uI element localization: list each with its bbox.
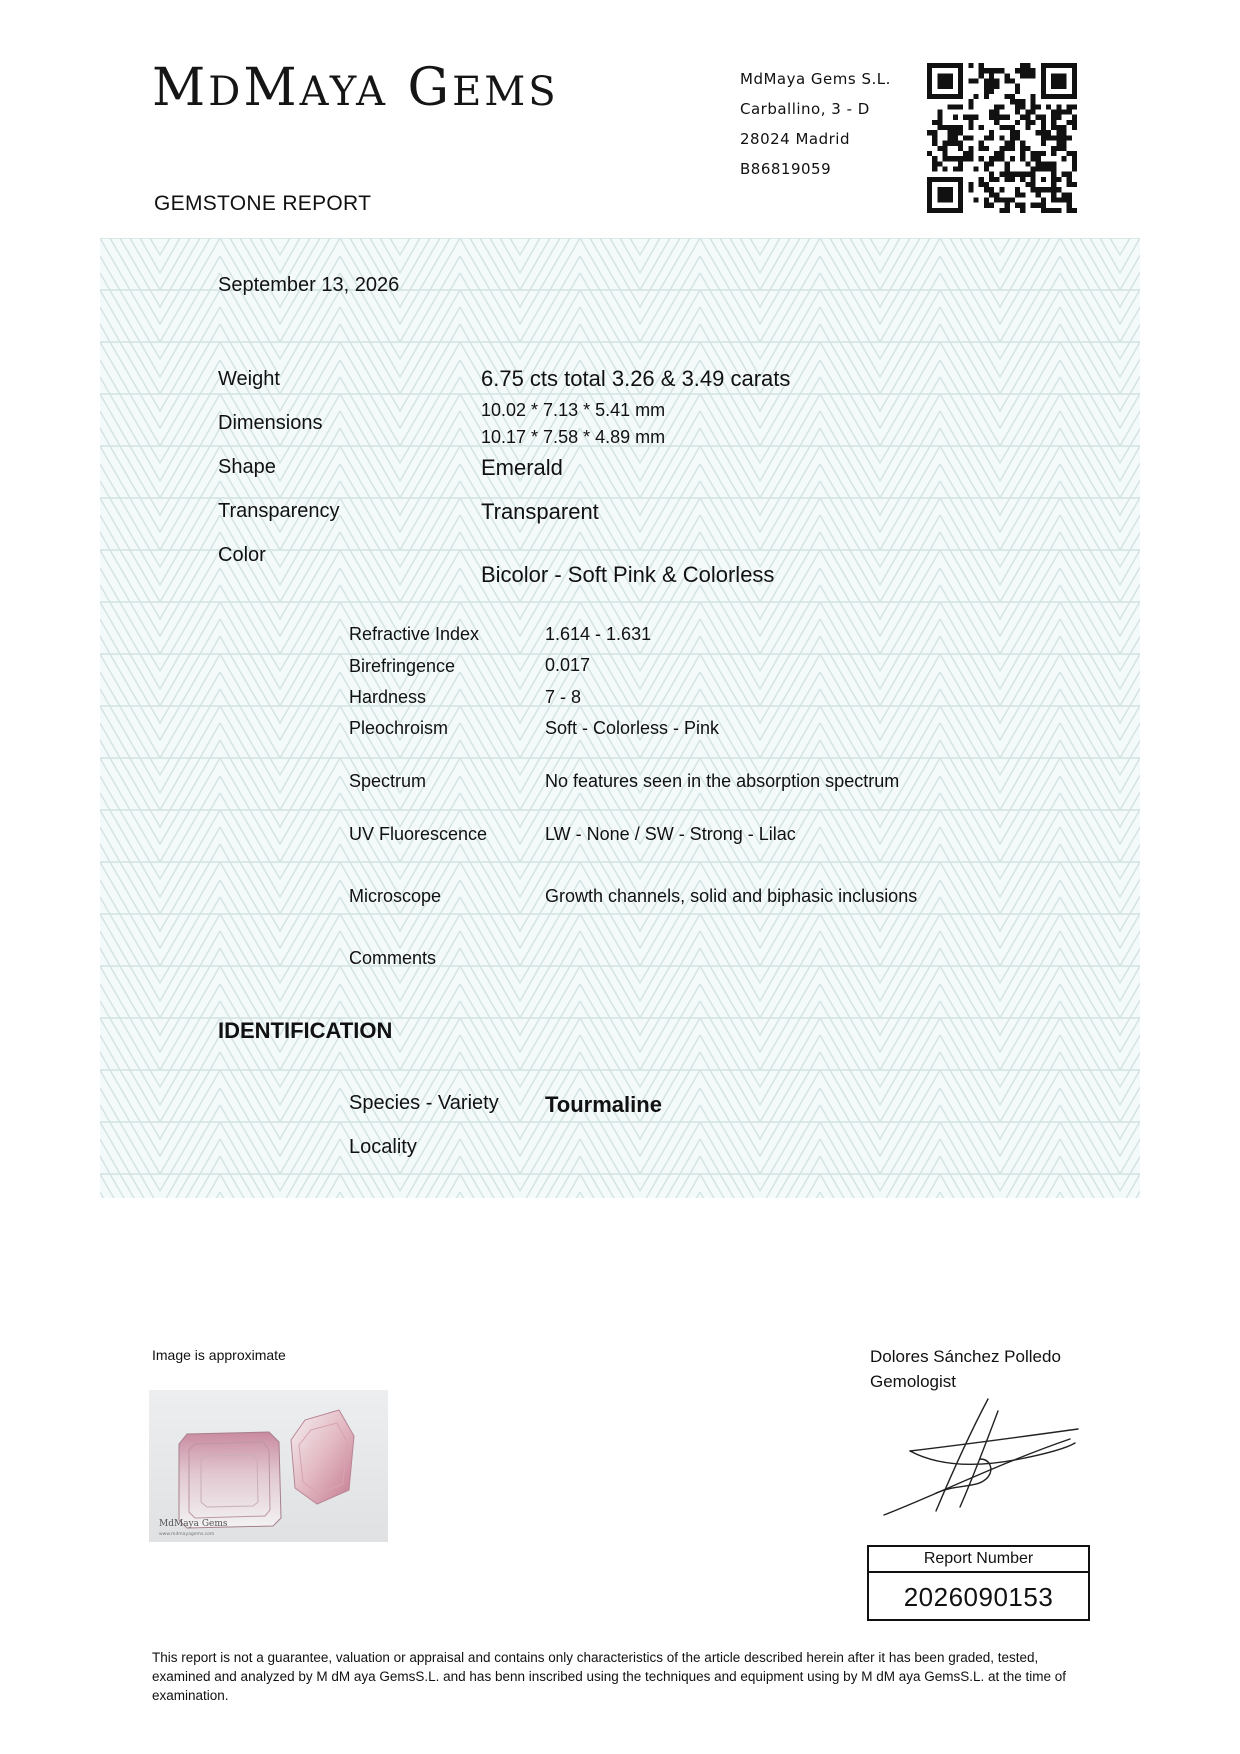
species-label: Species - Variety [349,1092,499,1114]
refractive-index-value: 1.614 - 1.631 [545,624,652,644]
identification-heading: IDENTIFICATION [218,1018,393,1043]
company-tax-id: B86819059 [740,160,832,178]
report-date: September 13, 2026 [218,274,400,296]
species-value: Tourmaline [545,1092,662,1117]
weight-value: 6.75 cts total 3.26 & 3.49 carats [481,366,791,391]
weight-label: Weight [218,368,280,390]
shape-value: Emerald [481,455,563,480]
spectrum-label: Spectrum [349,771,427,791]
gemologist-block [870,1344,1061,1394]
photo-watermark: MdMaya Gems [159,1519,228,1529]
pleochroism-value: Soft - Colorless - Pink [545,718,720,738]
dimensions-value-2: 10.17 * 7.58 * 4.89 mm [481,427,666,447]
spectrum-value: No features seen in the absorption spectrum [545,771,900,791]
company-name: MdMaya Gems S.L. [740,70,891,88]
gemstone-photo [149,1390,388,1542]
company-street: Carballino, 3 - D [740,100,870,118]
microscope-value: Growth channels, solid and biphasic inclusions [545,886,918,906]
shape-label: Shape [218,456,276,478]
transparency-value: Transparent [481,499,599,524]
color-label: Color [218,544,266,566]
report-title: GEMSTONE REPORT [154,192,372,215]
locality-label: Locality [349,1136,417,1158]
report-number-label: Report Number [869,1547,1088,1573]
report-number-value: 2026090153 [903,1582,1054,1612]
signature-icon [870,1393,1080,1518]
image-approximate-note: Image is approximate [152,1347,286,1363]
hardness-label: Hardness [349,687,427,707]
report-number-box [867,1545,1090,1621]
qr-code-icon [926,63,1078,213]
company-logo: MDMAYA GEMS [152,58,559,118]
uv-fluorescence-value: LW - None / SW - Strong - Lilac [545,824,796,844]
comments-label: Comments [349,948,437,968]
refractive-index-label: Refractive Index [349,624,480,644]
hardness-value: 7 - 8 [545,687,582,707]
birefringence-value: 0.017 [545,655,591,675]
color-value: Bicolor - Soft Pink & Colorless [481,562,775,587]
company-address [740,64,891,184]
photo-watermark-url: www.mdmayagems.com [159,1532,215,1537]
dimensions-label: Dimensions [218,412,323,434]
gemologist-title: Gemologist [870,1372,956,1391]
birefringence-label: Birefringence [349,656,456,676]
dimensions-value-1: 10.02 * 7.13 * 5.41 mm [481,400,666,420]
microscope-label: Microscope [349,886,442,906]
gemologist-name: Dolores Sánchez Polledo [870,1347,1061,1366]
pleochroism-label: Pleochroism [349,718,449,738]
disclaimer-text: This report is not a guarantee, valuation or appraisal and contains only characteristics of the article described herein after it has been graded, tested, examined and analyzed by M dM aya GemsS.L. and has benn inscribed using the techniques and equipment using by M dM aya GemsS.L. at the time of examination. [152,1650,1067,1703]
transparency-label: Transparency [218,500,340,522]
company-city: 28024 Madrid [740,130,850,148]
uv-fluorescence-label: UV Fluorescence [349,824,488,844]
